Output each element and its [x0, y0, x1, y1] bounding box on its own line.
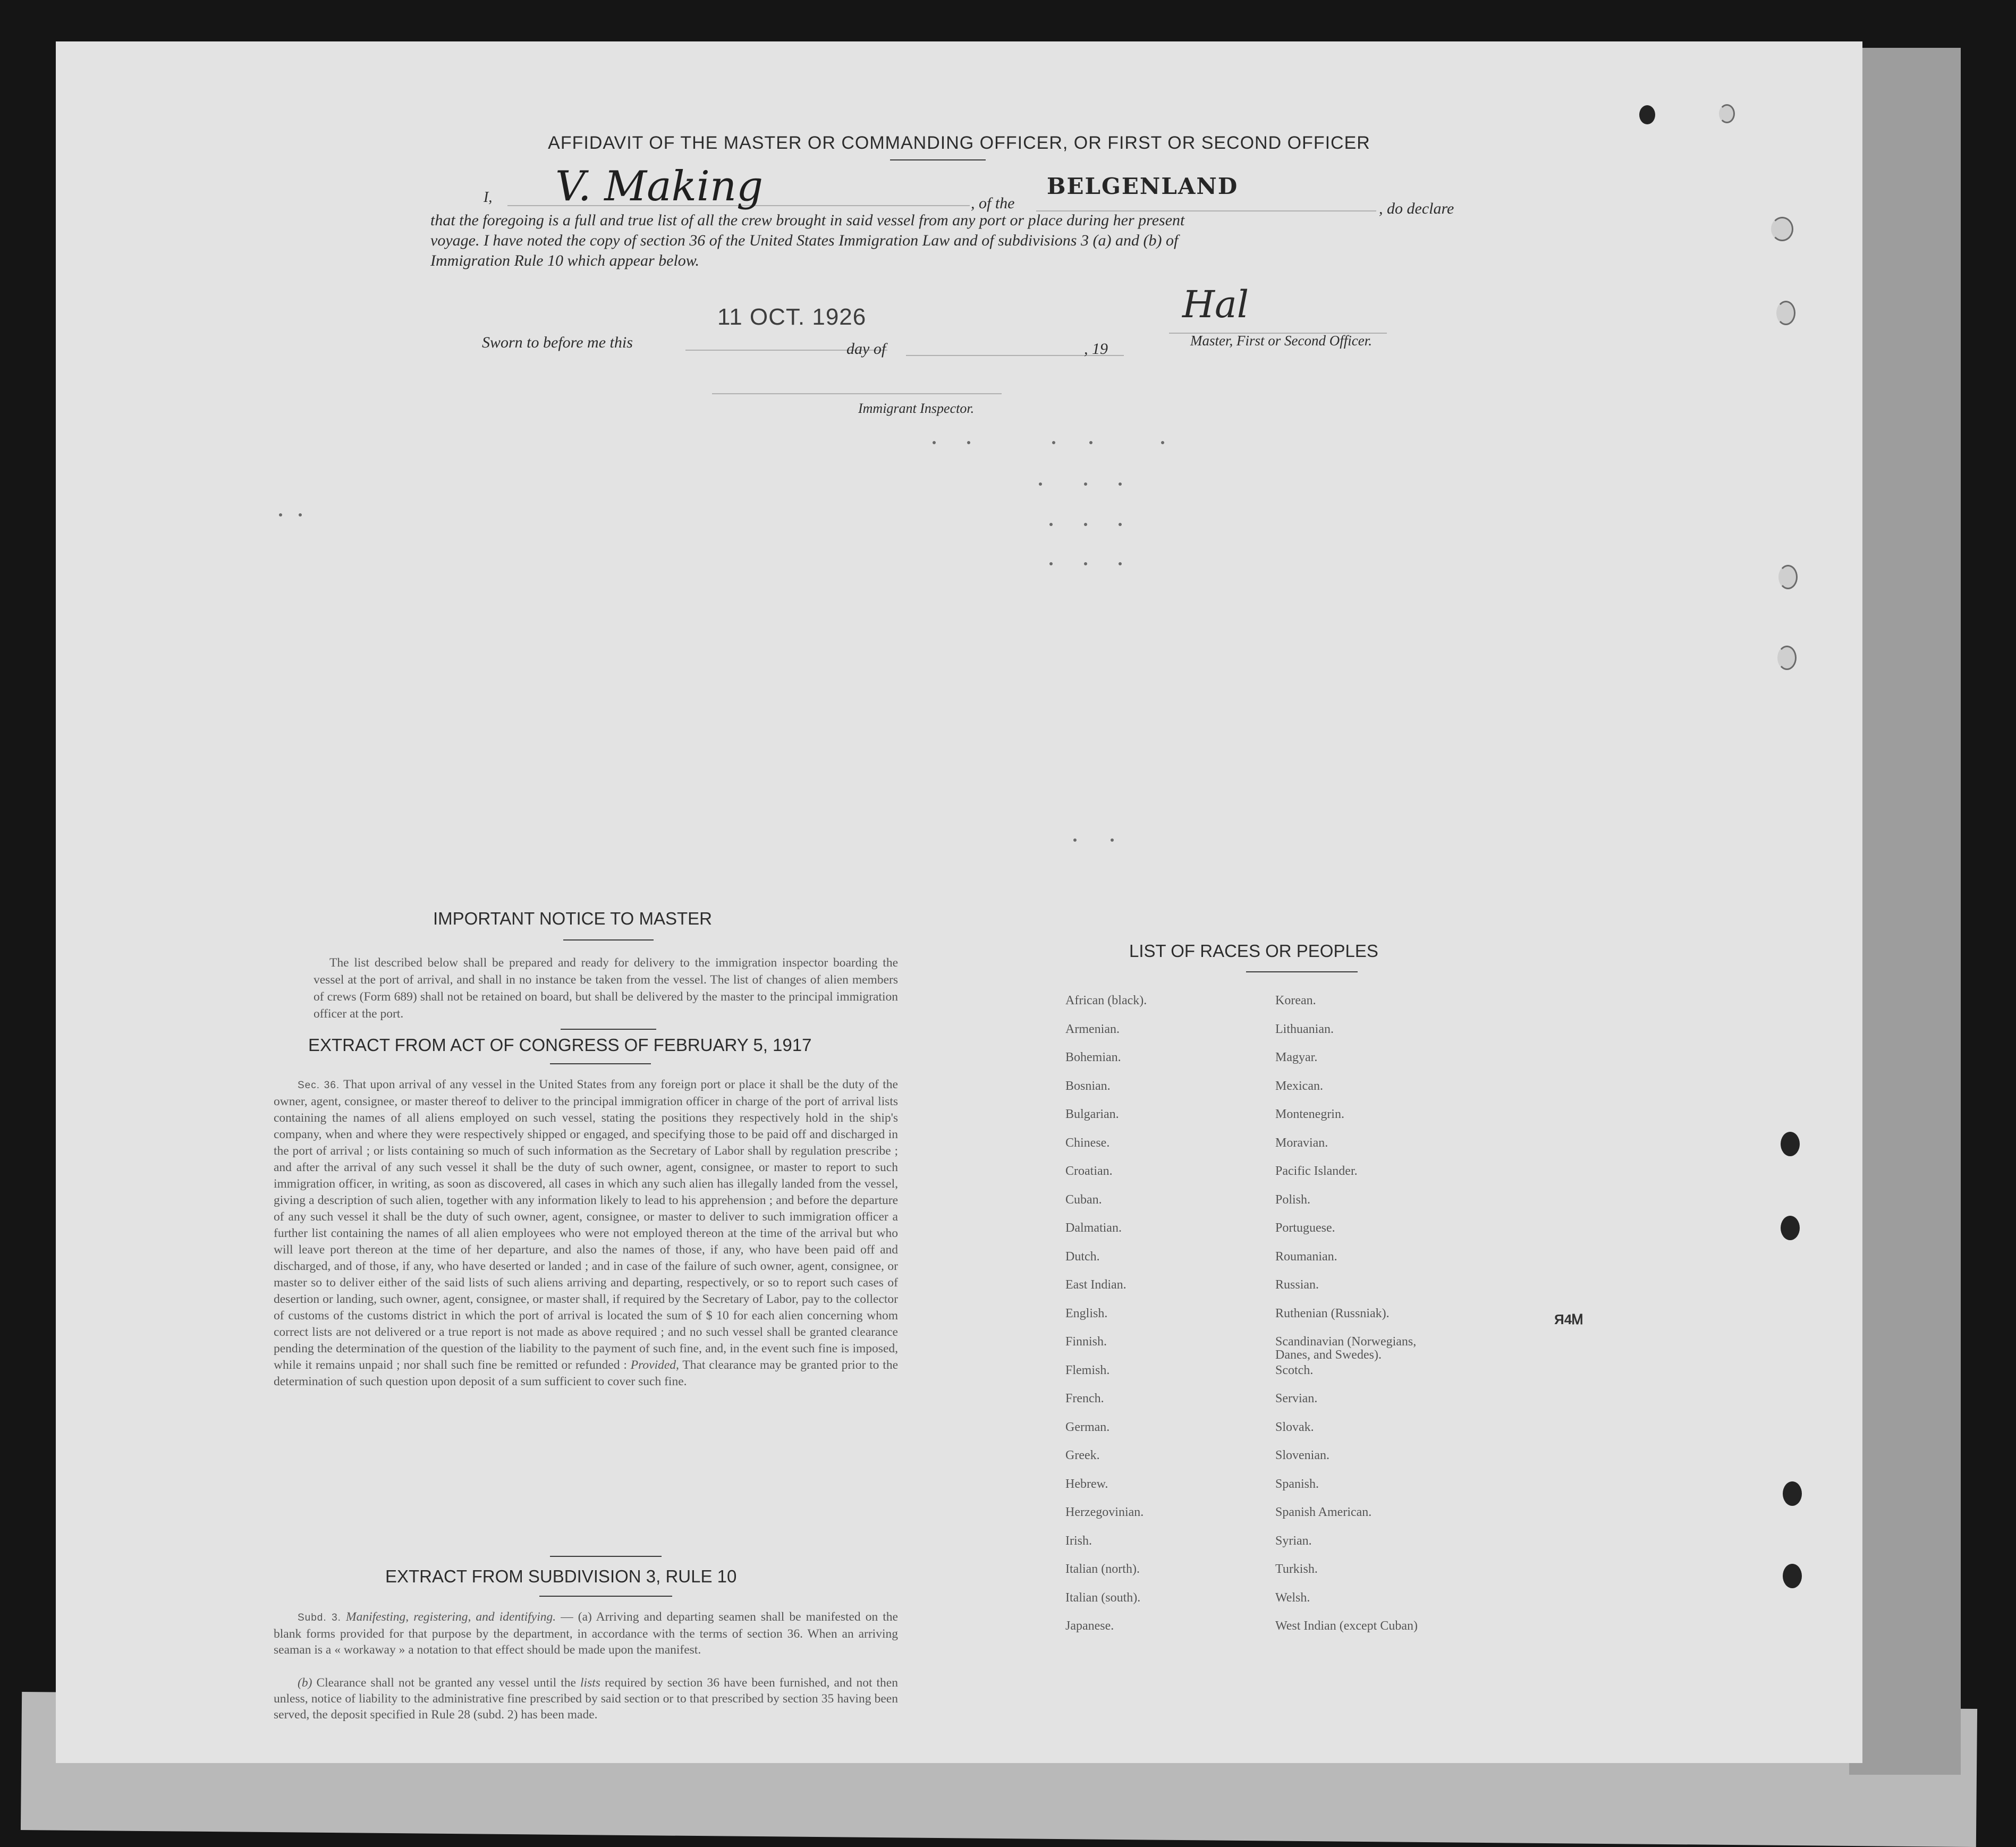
binder-hole: [1781, 1132, 1800, 1156]
binder-hole: [1781, 1216, 1800, 1240]
vessel-name: BELGENLAND: [1047, 173, 1239, 199]
binder-hole: [1778, 565, 1798, 589]
race-entry: Servian.: [1275, 1392, 1318, 1405]
race-entry: Dalmatian.: [1065, 1221, 1122, 1235]
part-a-label: — (a): [561, 1610, 592, 1624]
part-b-lists: lists: [580, 1676, 600, 1690]
race-entry: Scotch.: [1275, 1363, 1314, 1377]
race-entry: Italian (south).: [1065, 1590, 1141, 1605]
part-b-label: (b): [298, 1676, 312, 1690]
race-entry: Ruthenian (Russniak).: [1275, 1306, 1390, 1320]
declaration-line-2: that the foregoing is a full and true list of all the crew brought in said vessel from any port or place during her present: [430, 211, 1185, 229]
notice-body: The list described below shall be prepared and ready for delivery to the immigration inspector boarding the vessel at the port of arrival, and shall in no instance be taken from the vessel. The list of changes of alien members of crews (Form 689) shall not be retained on board, but shall be delivered by the master to the principal immigration officer at the port.: [314, 956, 898, 1021]
race-entry: German.: [1065, 1420, 1110, 1434]
race-entry: Magyar.: [1275, 1050, 1318, 1064]
race-entry: African (black).: [1065, 994, 1147, 1007]
race-entry: Hebrew.: [1065, 1477, 1108, 1491]
i-label: I,: [484, 189, 493, 206]
race-entry: Dutch.: [1065, 1249, 1100, 1264]
master-signature: Hal: [1182, 283, 1249, 326]
race-entry: Pacific Islander.: [1275, 1164, 1358, 1178]
race-entry: French.: [1065, 1392, 1104, 1405]
affidavit-heading: AFFIDAVIT OF THE MASTER OR COMMANDING OFFICER, OR FIRST OR SECOND OFFICER: [548, 133, 1370, 153]
subd-title: Manifesting, registering, and identifying.: [346, 1610, 556, 1624]
race-entry: Mexican.: [1275, 1079, 1323, 1093]
race-entry: Scandinavian (Norwegians, Danes, and Swedes).: [1275, 1335, 1417, 1362]
race-entry: Italian (north).: [1065, 1562, 1140, 1576]
provided-label: Provided,: [630, 1358, 679, 1372]
heading-rule: [890, 159, 986, 160]
race-entry: East Indian.: [1065, 1278, 1126, 1292]
manifest-page: [56, 41, 1862, 1763]
race-entry: Irish.: [1065, 1533, 1092, 1548]
race-entry: Cuban.: [1065, 1192, 1102, 1207]
section-36-body: That upon arrival of any vessel in the United States from any foreign port or place it shall be the duty of the owner, agent, consignee, or master thereof to deliver to the principal immigration officer in charge of the port of arrival lists containing the names of all aliens employed on such vessel, stating the positions they respectively hold in the ship's company, when and where they were respectively shipped or engaged, and specifying those to be paid off and discharged in the port of arrival ; or lists containing so much of such information as the Secretary of Labor shall by regulation prescribe ; and after the arrival of any such vessel it shall be the duty of such owner, agent, consignee, or master to report to such immigration officer, in writing, as soon as discovered, all cases in which any such alien has illegally landed from the vessel, giving a description of such alien, together with any information likely to lead to his apprehension ; and before the departure of any such vessel it shall be the duty of such owner, agent, consignee, or master to deliver to such immigration officer a further list containing the names of all alien employees who were not employed thereon at the time of the arrival but who will leave port thereon at the time of her departure, and also the names of those, if any, who have been paid off and discharged, and of those, if any, who have deserted or landed ; and in case of the failure of such owner, agent, consignee, or master so to deliver either of the said lists of such aliens arriving and departing, respectively, or so to report such cases of desertion or landing, such owner, agent, consignee, or master shall, if required by the Secretary of Labor, pay to the collector of customs of the customs district in which the port of arrival is located the sum of $ 10 for each alien concerning whom correct lists are not delivered or a true report is not made as above required ; and no such vessel shall be granted clearance pending the determination of the question of the liability to the payment of such fine, and, in the event such fine is imposed, while it remains unpaid ; nor shall such fine be remitted or refunded :: [274, 1078, 898, 1372]
race-entry: West Indian (except Cuban): [1275, 1619, 1418, 1633]
notice-heading: IMPORTANT NOTICE TO MASTER: [433, 909, 713, 928]
part-a-text: Arriving and departing seamen shall be manifested on the blank forms provided for that purpose by the department, in accordance with the terms of section 36. When an arriving seaman is a « workaway » a notation to that effect should be made upon the manifest.: [274, 1610, 898, 1657]
race-entry: Welsh.: [1275, 1590, 1310, 1605]
sworn-label: Sworn to before me this: [482, 334, 633, 351]
race-entry: Herzegovinian.: [1065, 1505, 1144, 1519]
date-stamp: 11 OCT. 1926: [717, 304, 867, 330]
race-entry: English.: [1065, 1306, 1108, 1320]
race-entry: Bohemian.: [1065, 1050, 1121, 1064]
day-of-label: day of: [846, 340, 886, 358]
race-entry: Chinese.: [1065, 1136, 1110, 1150]
binder-hole: [1777, 646, 1797, 670]
race-entry: Japanese.: [1065, 1619, 1114, 1633]
master-label: Master, First or Second Officer.: [1190, 333, 1372, 349]
race-entry: Spanish.: [1275, 1477, 1319, 1491]
race-entry: Russian.: [1275, 1278, 1319, 1292]
race-entry: Turkish.: [1275, 1562, 1318, 1576]
inspector-label: Immigrant Inspector.: [858, 401, 975, 416]
declaration-line-4: Immigration Rule 10 which appear below.: [430, 252, 700, 269]
section-36-proviso: That clearance may be granted prior to the determination of such question upon deposit of a sum sufficient to cover such fine.: [274, 1358, 898, 1388]
race-entry: Bulgarian.: [1065, 1107, 1119, 1121]
section-label: Sec. 36.: [298, 1080, 340, 1091]
inspector-underline: [712, 393, 1002, 394]
subdivision-3-b: [274, 1675, 898, 1723]
part-b-text-post: required by section 36 have been furnished, and not then unless, notice of liability to the administrative fine prescribed by said section or to that prescribed by section 35 having been served, the deposit specified in Rule 28 (subd. 2) has been made.: [274, 1676, 898, 1722]
race-entry: Greek.: [1065, 1448, 1100, 1462]
binder-hole: [1783, 1564, 1802, 1588]
extract-rule-top-rule: [550, 1556, 662, 1557]
subdivision-3-a: [274, 1609, 898, 1658]
race-entry: Croatian.: [1065, 1164, 1113, 1178]
of-the-label: , of the: [971, 194, 1015, 212]
notice-rule: [563, 939, 654, 941]
officer-name-handwritten: V. Making: [555, 163, 764, 210]
race-entry: Roumanian.: [1275, 1249, 1337, 1264]
underlying-sheet-edge: [1849, 48, 1961, 1775]
margin-mark: Я4Ꮇ: [1554, 1311, 1583, 1327]
extract-act-heading: EXTRACT FROM ACT OF CONGRESS OF FEBRUARY 5, 1917: [308, 1035, 812, 1055]
binder-hole: [1639, 105, 1655, 124]
race-entry: Portuguese.: [1275, 1221, 1335, 1235]
race-entry: Spanish American.: [1275, 1505, 1372, 1519]
subd-label: Subd. 3.: [298, 1612, 341, 1623]
year-label: , 19: [1084, 340, 1108, 358]
race-entry: Moravian.: [1275, 1136, 1328, 1150]
declaration-line-3: voyage. I have noted the copy of section 36 of the United States Immigration Law and of subdivisions 3 (a) and (b) of: [430, 232, 1179, 249]
race-entry: Flemish.: [1065, 1363, 1110, 1377]
extract-rule-heading: EXTRACT FROM SUBDIVISION 3, RULE 10: [385, 1566, 737, 1586]
binder-hole: [1771, 217, 1793, 241]
race-entry: Lithuanian.: [1275, 1022, 1334, 1036]
section-36-text: [274, 1077, 898, 1390]
race-entry: Montenegrin.: [1275, 1107, 1344, 1121]
race-entry: Slovenian.: [1275, 1448, 1329, 1462]
binder-hole: [1783, 1481, 1802, 1506]
extract-rule-rule: [539, 1596, 672, 1597]
races-heading: LIST OF RACES OR PEOPLES: [1129, 941, 1378, 961]
race-entry: Syrian.: [1275, 1533, 1312, 1548]
do-declare-label: , do declare: [1379, 200, 1454, 217]
race-entry: Polish.: [1275, 1192, 1311, 1207]
extract-act-rule: [550, 1063, 651, 1064]
race-entry: Bosnian.: [1065, 1079, 1111, 1093]
part-b-text-pre: Clearance shall not be granted any vessel until the: [316, 1676, 576, 1690]
race-entry: Slovak.: [1275, 1420, 1314, 1434]
binder-hole: [1719, 104, 1735, 123]
races-rule: [1246, 971, 1358, 972]
race-entry: Finnish.: [1065, 1335, 1107, 1349]
binder-hole: [1776, 301, 1795, 325]
race-entry: Korean.: [1275, 994, 1316, 1007]
notice-end-rule: [561, 1029, 656, 1030]
race-entry: Armenian.: [1065, 1022, 1120, 1036]
